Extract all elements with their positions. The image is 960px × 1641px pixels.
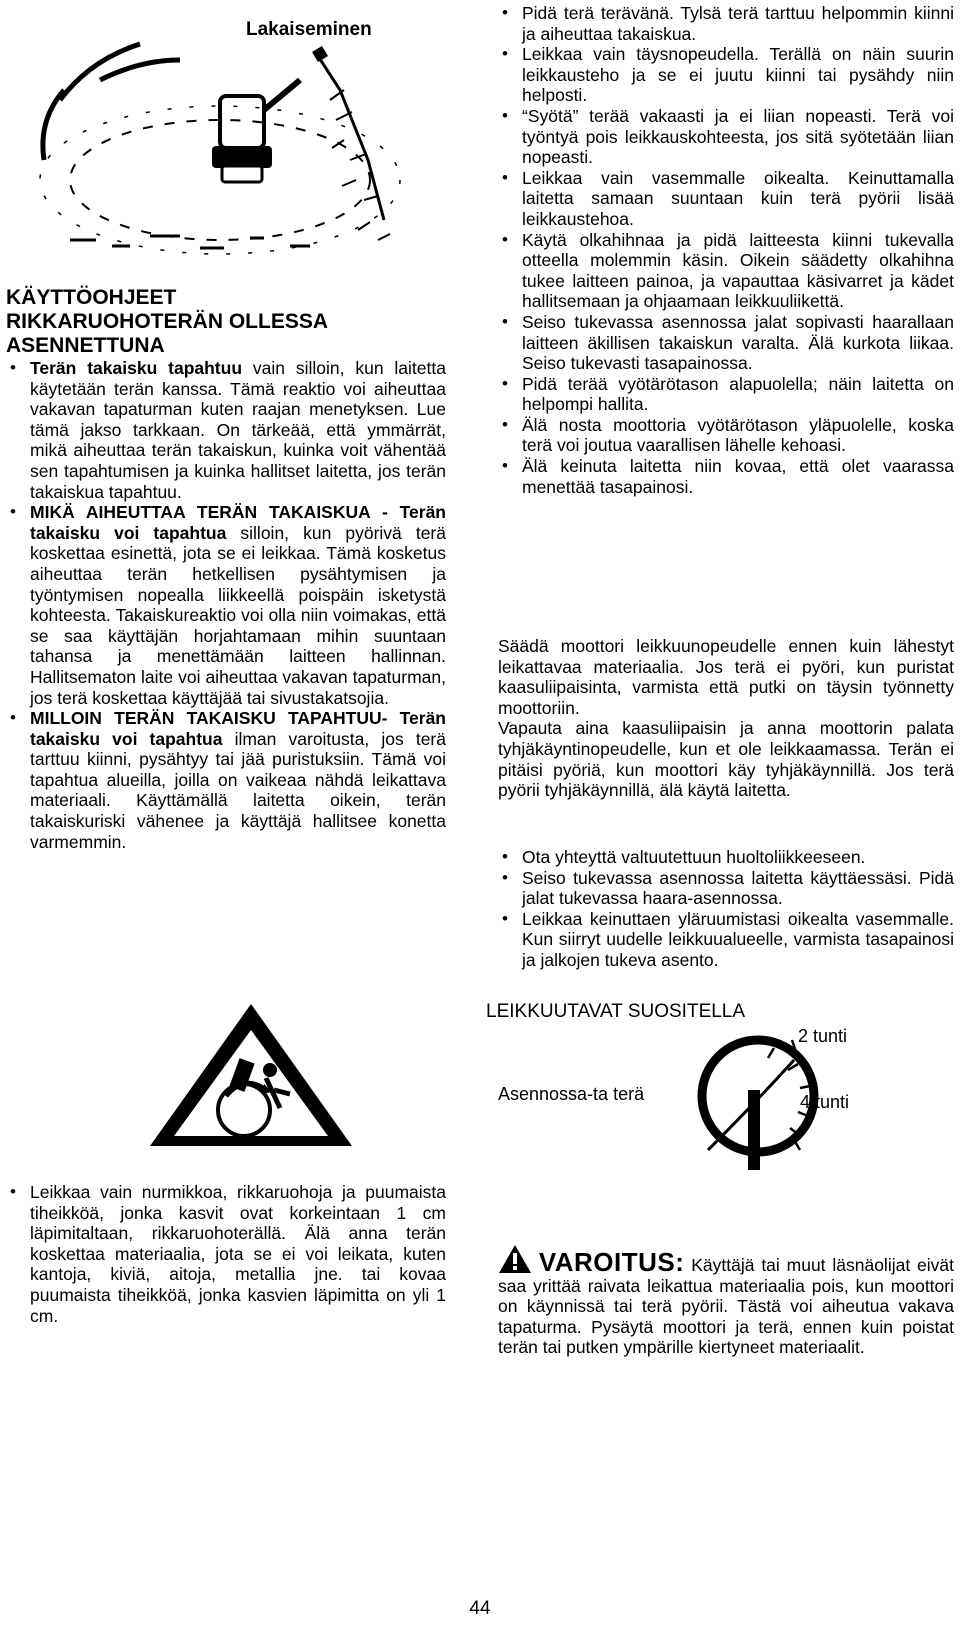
list-item: • Ota yhteyttä valtuutettuun huoltoliikkeeseen.: [498, 847, 954, 868]
kickback-bullet-list: [6, 358, 446, 852]
bullet-bold-lead: MIKÄ AIHEUTTAA TERÄN TAKAISKUA - Terän takaisku voi tapahtua: [30, 502, 446, 543]
bullet-text: ilman varoitusta, jos terä tarttuu kiinni, pysähtyy tai jää puristuksiin. Tämä voi tapahtua alueilla, joilla on vaikeaa nähdä leikattava materiaali. Käyttämällä laitetta oikein, terän takaiskuriski vähenee ja käyttäjä hallitsee konetta varmemmin.: [30, 728, 446, 852]
label-4-oclock: 4 tunti: [800, 1092, 850, 1112]
bullet-bold-lead: Terän takaisku tapahtuu: [30, 358, 243, 378]
label-blade-position: Asennossa-ta terä: [498, 1084, 645, 1104]
safety-bullet-list: [498, 3, 954, 497]
cutting-direction-diagram: [486, 1000, 954, 1170]
list-item: • Pidä terä terävänä. Tylsä terä tarttuu helpommin kiinni ja aiheuttaa takaiskua.: [498, 3, 954, 44]
warning-block: [498, 1244, 954, 1358]
list-item: • Leikkaa keinuttaen yläruumistasi oikealta vasemmalle. Kun siirryt uudelle leikkuualueelle, varmista tasapainosi ja jalkojen tukeva asento.: [498, 909, 954, 971]
left-column: [6, 0, 458, 1641]
body-paragraph: Säädä moottori leikkuunopeudelle ennen kuin lähestyt leikattavaa materiaalia. Jos terä ei pyöri, kun puristat kaasuliipaisinta, varmista että putki on täysin työnnetty moottoriin.: [498, 636, 954, 718]
list-item: • Älä nosta moottoria vyötärötason yläpuolelle, koska terä voi joutua vaarallisen lähelle kehoasi.: [498, 415, 954, 456]
section-heading: [6, 286, 446, 358]
cutting-material-bullet-list: [6, 1182, 446, 1326]
diagram-title: LEIKKUUTAVAT SUOSITELLA: [486, 1001, 746, 1022]
heading-line-3: ASENNETTUNA: [6, 334, 165, 357]
list-item: • Leikkaa vain täysnopeudella. Terällä on näin suurin leikkausteho ja se ei juutu kiinni tai pysähdy niin helposti.: [498, 44, 954, 106]
bullet-text: silloin, kun pyörivä terä koskettaa esinettä, jota se ei leikkaa. Tämä kosketus aiheuttaa terän hetkellisen pysähtymisen ja työntymisen nopealla liikkeellä poispäin isketystä kohteesta. Takaiskureaktio voi olla niin voimakas, että se saa käyttäjän horjahtamaan mihin suuntaan tahansa ja menettämään laitteen hallinnan. Hallitsematon laite voi aiheuttaa vakavan tapaturman, jos terä koskettaa käyttäjää tai sivustakatsojia.: [30, 522, 446, 708]
label-2-oclock: 2 tunti: [798, 1026, 848, 1046]
warning-text: Käyttäjä tai muut läsnäolijat eivät saa yrittää raivata leikattua materiaalia pois, kun moottori on käynnissä tai terä pyörii. Tästä voi aiheutua vakava tapaturma. Pysäytä moottori ja terä, ennen kuin poistat terän tai putken ympärille kiertyneet materiaalit.: [498, 1255, 954, 1358]
right-column: [486, 0, 954, 1641]
stance-bullet-list: [498, 847, 954, 971]
heading-line-1: KÄYTTÖOHJEET: [6, 286, 177, 309]
kickback-warning-pictogram: [146, 1000, 356, 1150]
bullet-text: vain silloin, kun laitetta käytetään terän kanssa. Tämä reaktio voi aiheuttaa vakavan tapaturman kuten raajan menetyksen. Lue tämä jakso tarkkaan. On tärkeää, että ymmärrät, mikä aiheuttaa terän takaiskun, kuinka voit vähentää sen tapahtumisen ja kuinka hallitset laitetta, jos terän takaiskua tapahtuu.: [30, 358, 446, 502]
list-item: [6, 708, 446, 852]
warning-label: VAROITUS:: [538, 1247, 685, 1277]
figure-caption: Lakaiseminen: [246, 19, 372, 40]
warning-paragraph: [498, 1244, 954, 1358]
list-item: • “Syötä” terää vakaasti ja ei liian nopeasti. Terä voi työntyä pois leikkauskohteesta, jos sitä syötetään liian nopeasti.: [498, 106, 954, 168]
heading-line-2: RIKKARUOHOTERÄN OLLESSA: [6, 310, 329, 333]
warning-triangle-icon: [146, 1000, 356, 1150]
list-item: • Käytä olkahihnaa ja pidä laitteesta kiinni tukevalla otteella molemmin käsin. Oikein säädetty olkahihna tukee laitteen painoa, ja vapauttaa käsivarret ja kädet hallitsemaan ja ohjaamaan leikkuuliikettä.: [498, 230, 954, 312]
list-item: • Leikkaa vain nurmikkoa, rikkaruohoja ja puumaista tiheikköä, jonka kasvit ovat korkeintaan 1 cm läpimitaltaan, rikkaruohoterällä. Älä anna terän koskettaa materiaalia, jota se ei voi leikata, kuten kantoja, kiviä, aitoja, metallia jne. tai kovaa puumaista tiheikköä, jonka kasvien läpimitta on yli 1 cm.: [6, 1182, 446, 1326]
throttle-paragraphs: [498, 636, 954, 801]
list-item: • Pidä terää vyötärötason alapuolella; näin laitetta on helpompi hallita.: [498, 374, 954, 415]
list-item: • Älä keinuta laitetta niin kovaa, että olet vaarassa menettää tasapainosi.: [498, 456, 954, 497]
warning-triangle-icon: [498, 1244, 532, 1274]
page-number: 44: [469, 1598, 491, 1619]
list-item: • Seiso tukevassa asennossa laitetta käyttäessäsi. Pidä jalat tukevassa haara-asennossa.: [498, 868, 954, 909]
list-item: [6, 502, 446, 708]
list-item: • Seiso tukevassa asennossa jalat sopivasti haarallaan laitteen äkillisen takaiskun varalta. Älä kurkota liikaa. Seiso tukevasti tasapainossa.: [498, 312, 954, 374]
list-item: [6, 358, 446, 502]
body-paragraph: Vapauta aina kaasuliipaisin ja anna moottorin palata tyhjäkäyntinopeudelle, kun et ole leikkaamassa. Terän ei pitäisi pyöriä, kun moottori käy tyhjäkäynnillä. Jos terä pyörii tyhjäkäynnillä, älä käytä laitetta.: [498, 718, 954, 801]
bullet-bold-lead: MILLOIN TERÄN TAKAISKU TAPAHTUU- Terän takaisku voi tapahtua: [30, 708, 446, 749]
list-item: • Leikkaa vain vasemmalle oikealta. Keinuttamalla laitetta samaan suuntaan kuin terä pyörii lisää leikkaustehoa.: [498, 168, 954, 230]
